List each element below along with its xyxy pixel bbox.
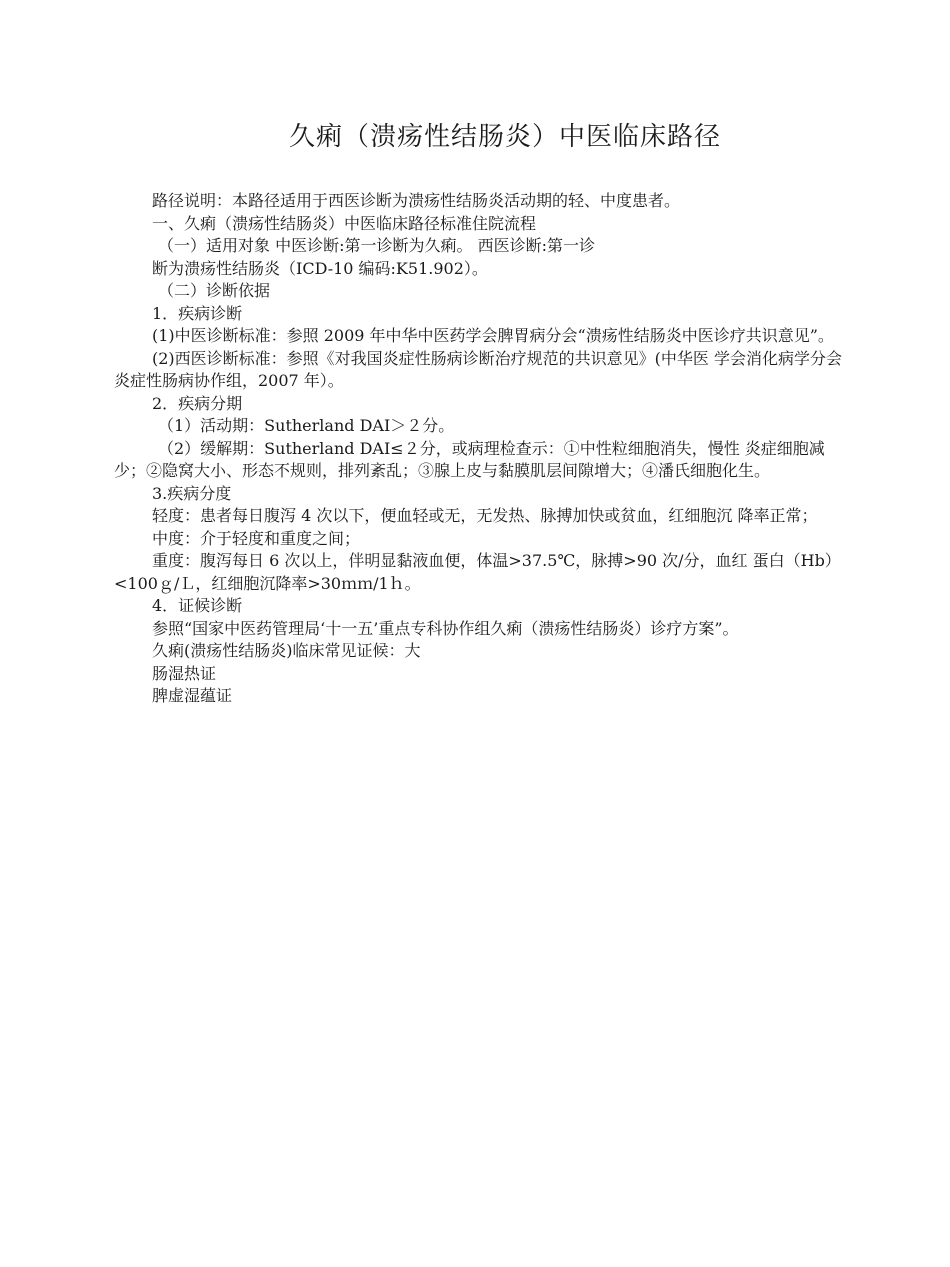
- tcm-diagnosis-standard: (1)中医诊断标准：参照 2009 年中华中医药学会脾胃病分会“溃疡性结肠炎中医诊疗共识意见”。: [152, 326, 834, 345]
- common-syndromes: 久痢(溃疡性结肠炎)临床常见证候：大: [152, 641, 421, 660]
- subsection-applicable-object: （一）适用对象 中医诊断:第一诊断为久痢。 西医诊断:第一诊: [158, 236, 595, 255]
- mild-severity: 轻度：患者每日腹泻 4 次以下，便血轻或无，无发热、脉搏加快或贫血，红细胞沉 降率正常；: [152, 506, 818, 525]
- syndrome-diagnosis-heading: 4．证候诊断: [152, 596, 243, 615]
- remission-stage: （2）缓解期：Sutherland DAI≤２分，或病理检查示：①中性粒细胞消失，慢性 炎症细胞减少；②隐窝大小、形态不规则，排列紊乱；③腺上皮与黏膜肌层间隙增大；④潘氏细胞化生。: [114, 438, 825, 480]
- syndrome-damp-heat: 肠湿热证: [152, 663, 217, 683]
- syndrome-reference: 参照“国家中医药管理局‘十一五’重点专科协作组久痢（溃疡性结肠炎）诊疗方案”。: [152, 618, 739, 638]
- severe-severity: 重度：腹泻每日 6 次以上，伴明显黏液血便，体温>37.5℃，脉搏>90 次/分，血红 蛋白（Hb）<100ｇ/Ｌ，红细胞沉降率>30ｍｍ/1ｈ。: [114, 551, 841, 593]
- syndrome-spleen-deficiency: 脾虚湿蕴证: [152, 686, 233, 705]
- disease-staging-heading: 2．疾病分期: [152, 393, 243, 413]
- path-description: 路径说明：本路径适用于西医诊断为溃疡性结肠炎活动期的轻、中度患者。: [152, 191, 681, 210]
- moderate-severity: 中度：介于轻度和重度之间；: [152, 528, 361, 548]
- section-heading-1: 一、久痢（溃疡性结肠炎）中医临床路径标准住院流程: [152, 213, 537, 233]
- disease-severity-heading: 3.疾病分度: [152, 483, 232, 503]
- document-title: 久痢（溃疡性结肠炎）中医临床路径: [288, 122, 721, 152]
- document-body: [114, 190, 848, 708]
- diagnosis-continued: 断为溃疡性结肠炎（ICD-10 编码:K51.902）。: [152, 258, 488, 278]
- western-diagnosis-standard: (2)西医诊断标准：参照《对我国炎症性肠病诊断治疗规范的共识意见》(中华医 学会消化病学分会炎症性肠病协作组，2007 年）。: [114, 348, 842, 390]
- subsection-diagnosis-basis: （二）诊断依据: [158, 281, 271, 300]
- active-stage: （1）活动期：Sutherland DAI＞２分。: [158, 416, 455, 435]
- disease-diagnosis-heading: 1．疾病诊断: [152, 303, 243, 323]
